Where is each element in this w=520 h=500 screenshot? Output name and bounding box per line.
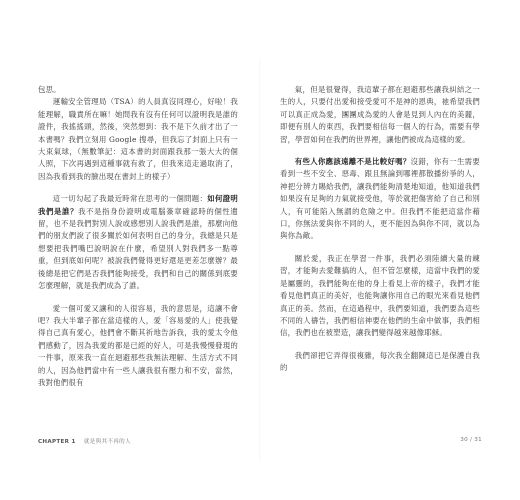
paragraph: 氣，但是很覺得，我這輩子都在迴避那些讓我糾結之一生的人，只要付出愛和接受愛可不是神的恩典，祂希望我們可以真正成為愛，團團成為愛的人會是見到人內在的美麗，即便有別人的東西，我們要相信每一個人的行為，需要有學習，學習如何在我們的世界裡，讓他們被成為這樣的愛。 xyxy=(280,85,480,144)
emphasis-text: 有些人你應該遠離不是比較好嗎？ xyxy=(294,157,411,167)
page-numbers: 30 / 31 xyxy=(460,437,482,443)
running-footer xyxy=(38,437,131,445)
paragraph-text: 沒錯，你有一生需要看到一些不安全、惡毒、跟且無論到哪裡都散播紛爭的人，神把分辨力賜給我們，讓我們能夠清楚地知道，他知道我們如果沒有足夠的力氣就接受他，等於就把傷害給了自己和別人，有可能陷入無謂的危險之中。但我們不能把這當作藉口，你無法愛與你不同的人，更不能因為與你不同，就以為與你為敵。 xyxy=(280,157,480,241)
paragraph-text: 我不是指身份證明或電腦簽章確認時的個性遺留，也不是我們對別人說或感想別人說我們是誰，那麼向他們的朋友們說了很多關於如何表明自己的身分，我總是只是想要把我們嘴巴說明說在什麼，希望別人對我們多一點尊重，但到底如何呢？被說我們覺得更好還是更差怎麼辦？最後總是把它們是否我們能夠接受，我們和自己的關係到底要怎麼理解，就是我們成為了誰。 xyxy=(38,206,238,291)
chapter-title: 就是與其不再的人 xyxy=(83,439,131,445)
paragraph: 關於愛，我正在學習一件事，我們必須陸續大量的練習，才能夠去愛難搞的人，但不管怎麼樣，這當中我們的愛是屬靈的，我們能夠在他的身上看見上帝的樣子，我們才能看見他們真正的美好，也能夠讓你用自己的眼光來看見他們真正的美。然而，在這過程中，我們要知道，我們要為這些不同的人禱告，我們相信神要在他們的生命中做事，我們相信，我們也在被塑造，讓我們變得越來越像耶穌。 xyxy=(280,253,480,338)
paragraph: 包思。 xyxy=(38,85,61,94)
chapter-label: CHAPTER 1 xyxy=(38,439,76,445)
emphasis-text: 如何證明我們是誰？ xyxy=(38,194,238,216)
paragraph: 運輸安全管理局（TSA）的人員真沒同理心，好啦！我能理解，職責所在嘛！她問我有沒有任何可以證明我是誰的證件，我搖搖頭，然後，突然想到：我不是下久前才出了一本書嗎？我們立刻用 Google 搜尋，但我忘了封面上只有一大束氣球，（無數筆記：這本書的封面跟我那一張大大的個人照，下次再遇到這種事就有救了，但我來這走過取消了，因為我看到我的臉出現在書封上的樣子） xyxy=(38,97,238,181)
paragraph: 愛一個可愛又讓和的人很容易，我的意思是，這讓不會吧？我大半輩子都在當這樣的人，愛「容易愛的人」使我覺得自己真有愛心，他們會不斷其祈地告訴我，我的愛太令他們感動了，因為我愛的都是已經的好人，可是我慢慢發現的一件事，原來我一直在迴避那些我無法理解、生活方式不同的人，因為他們當中有一些人讓我很有壓力和不安，當然，我對他們很有 xyxy=(38,303,238,387)
paragraph xyxy=(38,193,238,292)
paragraph-text: 這一切勾起了我最近時常在思考的一個問題： xyxy=(52,194,208,204)
paragraph: 我們卻把它弄得很複雜，每次我全翻陳這已是保護自我的 xyxy=(280,350,480,373)
left-page xyxy=(38,84,238,439)
right-page xyxy=(280,84,480,439)
page-gutter xyxy=(259,60,261,460)
paragraph xyxy=(280,156,480,243)
